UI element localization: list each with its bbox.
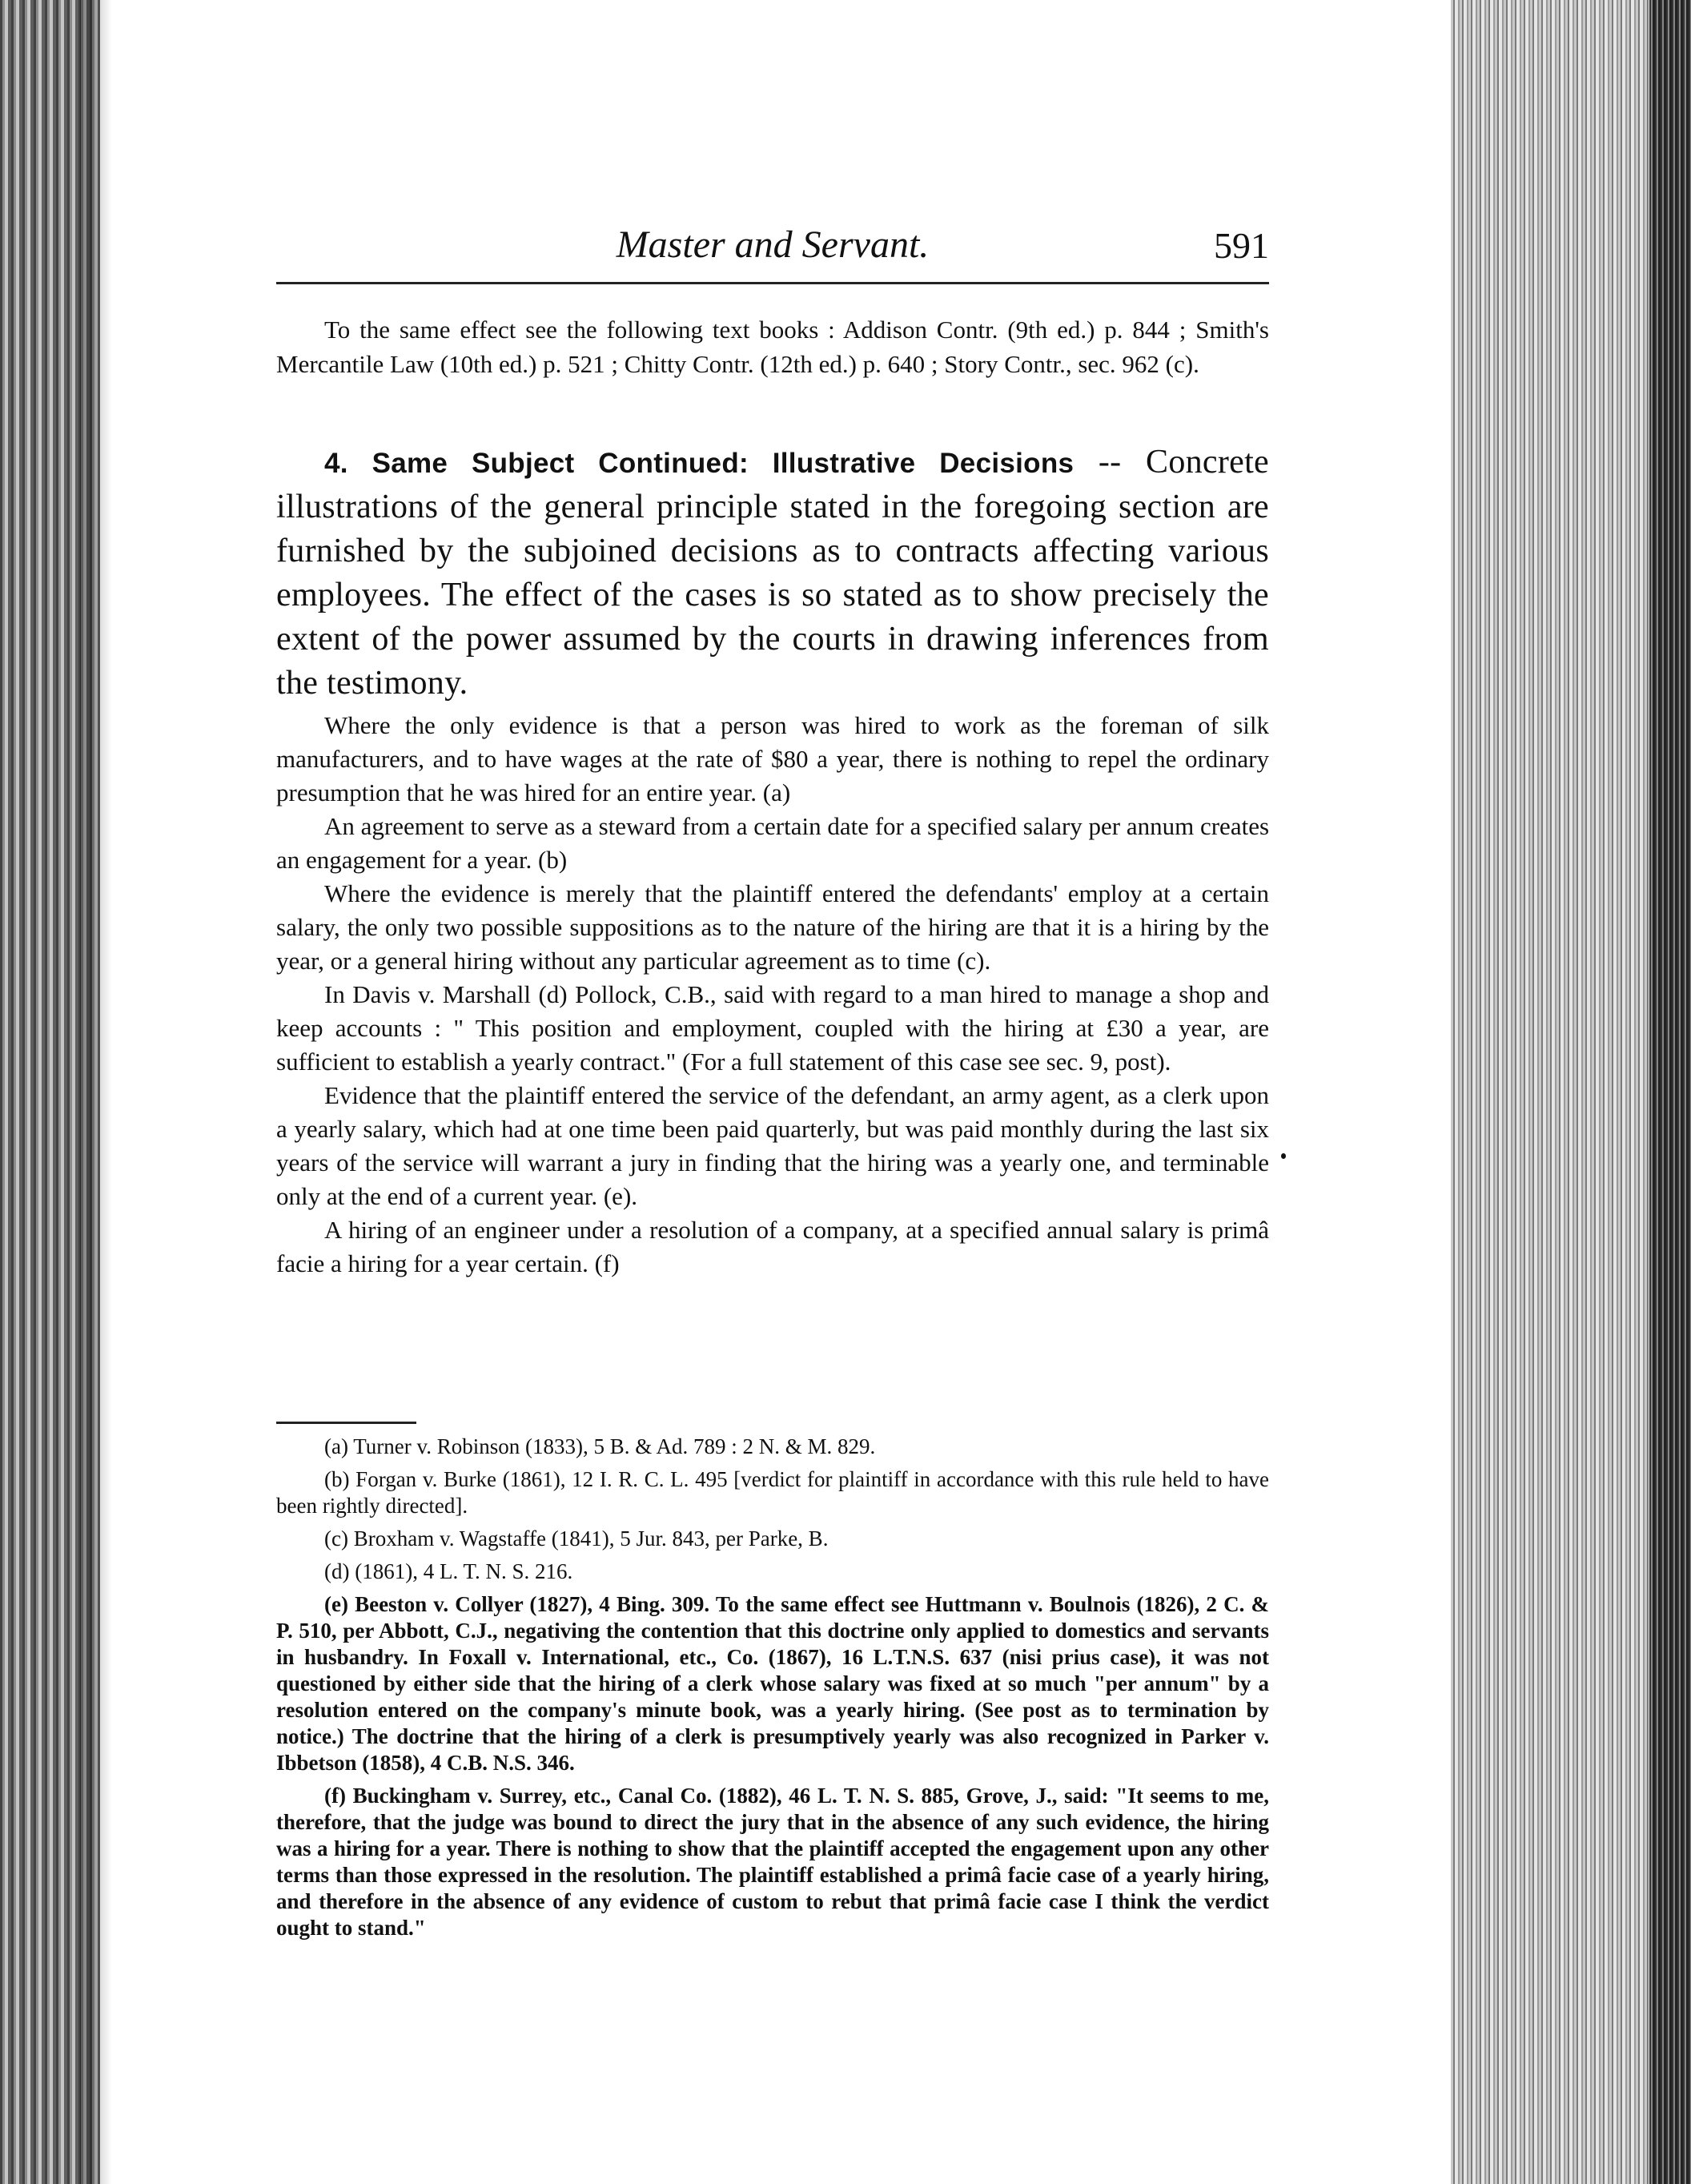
paragraph-d: In Davis v. Marshall (d) Pollock, C.B., said with regard to a man hired to manage a shop and keep accounts : " This position and employment, coupled with the hiring at £30 a year, are sufficient to establish a yearly contract." (For a full statement of this case see sec. 9, post).: [276, 980, 1269, 1076]
ink-speck: [1281, 1153, 1286, 1159]
footnote-c: (c) Broxham v. Wagstaffe (1841), 5 Jur. 843, per Parke, B.: [324, 1526, 829, 1551]
paragraph-e: Evidence that the plaintiff entered the service of the defendant, an army agent, as a clerk upon a yearly salary, which had at one time been paid quarterly, but was paid monthly during the last six years of the service will warrant a jury in finding that the hiring was a yearly one, and terminable only at the end of a current year. (e).: [276, 1081, 1269, 1210]
page-number: 591: [1214, 225, 1269, 266]
footnote-b: (b) Forgan v. Burke (1861), 12 I. R. C. L. 495 [verdict for plaintiff in accordance with this rule held to have been rightly directed].: [276, 1467, 1269, 1518]
footnote-e: (e) Beeston v. Collyer (1827), 4 Bing. 309. To the same effect see Huttmann v. Boulnois (1826), 2 C. & P. 510, per Abbott, C.J., negativing the contention that this doctrine only applied to domestics and servants in husbandry. In Foxall v. International, etc., Co. (1867), 16 L.T.N.S. 637 (nisi prius case), it was not questioned by either side that the hiring of a clerk whose salary was fixed at so much "per annum" by a resolution entered on the company's minute book, was a yearly hiring. (See post as to termination by notice.) The doctrine that the hiring of a clerk is presumptively yearly was also recognized in Parker v. Ibbetson (1858), 4 C.B. N.S. 346.: [276, 1592, 1269, 1775]
section-heading: 4. Same Subject Continued: Illustrative Decisions: [324, 448, 1074, 479]
paragraph-f: A hiring of an engineer under a resolution of a company, at a specified annual salary is primâ facie a hiring for a year certain. (f): [276, 1216, 1269, 1277]
textbook-note: To the same effect see the following text books : Addison Contr. (9th ed.) p. 844 ; Smith's Mercantile Law (10th ed.) p. 521 ; Chitty Contr. (12th ed.) p. 640 ; Story Contr., sec. 962 (c).: [276, 316, 1269, 378]
footnote-a: (a) Turner v. Robinson (1833), 5 B. & Ad. 789 : 2 N. & M. 829.: [324, 1434, 876, 1458]
footnote-f: (f) Buckingham v. Surrey, etc., Canal Co. (1882), 46 L. T. N. S. 885, Grove, J., said: "It seems to me, therefore, that the judge was bound to direct the jury that in the absence of any such evidence, the hiring was a hiring for a year. There is nothing to show that the plaintiff accepted the engagement upon any other terms than those expressed in the resolution. The plaintiff established a primâ facie case of a yearly hiring, and therefore in the absence of any evidence of custom to rebut that primâ facie case I think the verdict ought to stand.": [276, 1784, 1269, 1940]
section-text: Concrete illustrations of the general principle stated in the foregoing section are furnished by the subjoined decisions as to contracts affecting various employees. The effect of the cases is so stated as to show precisely the extent of the power assumed by the courts in drawing inferences from the testimony.: [276, 444, 1269, 702]
footnote-rule: [276, 1422, 416, 1424]
scan-right-border: [1649, 0, 1691, 2184]
footnote-d: (d) (1861), 4 L. T. N. S. 216.: [324, 1559, 573, 1583]
paragraph-c: Where the evidence is merely that the plaintiff entered the defendants' employ at a certain salary, the only two possible suppositions as to the nature of the hiring are that it is a hiring by the year, or a general hiring without any particular agreement as to time (c).: [276, 879, 1269, 975]
footnotes: [276, 1434, 1269, 1948]
section-4: [276, 440, 1269, 706]
paragraph-a: Where the only evidence is that a person was hired to work as the foreman of silk manufacturers, and to have wages at the rate of $80 a year, there is nothing to repel the ordinary presumption that he was hired for an entire year. (a): [276, 711, 1269, 806]
paragraph-b: An agreement to serve as a steward from a certain date for a specified salary per annum creates an engagement for a year. (b): [276, 812, 1270, 874]
decisions-body: [276, 709, 1269, 1281]
section-dash: --: [1074, 444, 1146, 481]
scan-left-shadow: [80, 0, 112, 2184]
running-title: Master and Servant.: [616, 223, 930, 266]
page-header: [276, 223, 1269, 279]
header-rule: [276, 282, 1269, 284]
